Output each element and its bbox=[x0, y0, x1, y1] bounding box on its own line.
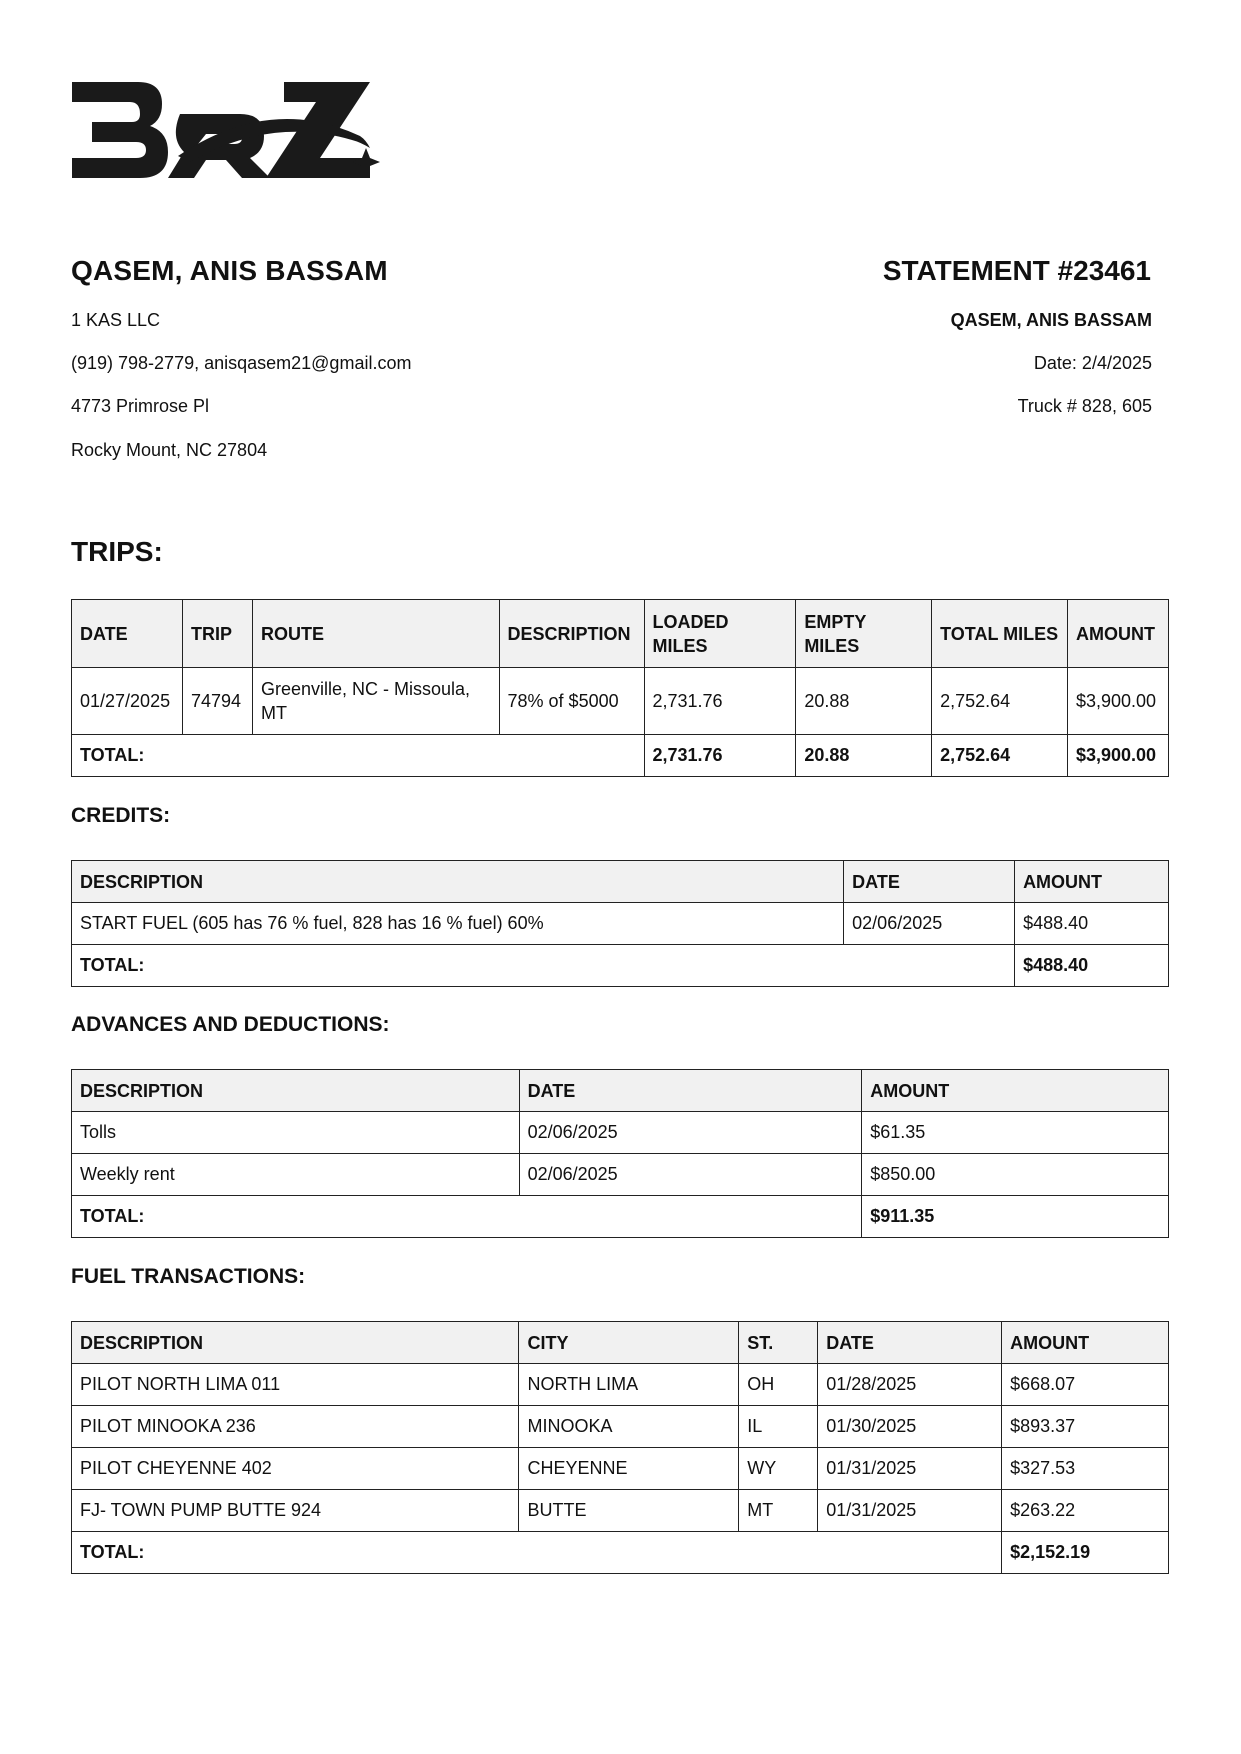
fuel-city: BUTTE bbox=[519, 1490, 739, 1532]
column-header: DESCRIPTION bbox=[499, 600, 644, 668]
fuel-amount: $893.37 bbox=[1002, 1406, 1169, 1448]
fuel-date: 01/28/2025 bbox=[818, 1364, 1002, 1406]
fuel-amount: $263.22 bbox=[1002, 1490, 1169, 1532]
column-header: AMOUNT bbox=[1015, 861, 1169, 903]
deduction-amount: $850.00 bbox=[862, 1154, 1169, 1196]
column-header: DATE bbox=[818, 1322, 1002, 1364]
deduction-date: 02/06/2025 bbox=[519, 1112, 862, 1154]
table-row bbox=[72, 1448, 1169, 1490]
column-header: ST. bbox=[739, 1322, 818, 1364]
fuel-description: PILOT NORTH LIMA 011 bbox=[72, 1364, 519, 1406]
total-row bbox=[72, 735, 1169, 777]
trip-route: Greenville, NC - Missoula, MT bbox=[252, 668, 499, 735]
credit-description: START FUEL (605 has 76 % fuel, 828 has 16 % fuel) 60% bbox=[72, 903, 844, 945]
address-line-2: Rocky Mount, NC 27804 bbox=[71, 440, 268, 460]
total-amount: $488.40 bbox=[1015, 945, 1169, 987]
trips-title: TRIPS: bbox=[71, 536, 163, 567]
advances-title: ADVANCES AND DEDUCTIONS: bbox=[71, 1013, 390, 1036]
total-empty-miles: 20.88 bbox=[796, 735, 932, 777]
total-label: TOTAL: bbox=[72, 1196, 862, 1238]
total-amount: $3,900.00 bbox=[1067, 735, 1168, 777]
total-label: TOTAL: bbox=[72, 1532, 1002, 1574]
table-header-row bbox=[72, 1070, 1169, 1112]
total-row bbox=[72, 1196, 1169, 1238]
table-row bbox=[72, 903, 1169, 945]
column-header: LOADED MILES bbox=[644, 600, 796, 668]
column-header: DATE bbox=[519, 1070, 862, 1112]
column-header: AMOUNT bbox=[1002, 1322, 1169, 1364]
total-row bbox=[72, 945, 1169, 987]
fuel-description: FJ- TOWN PUMP BUTTE 924 bbox=[72, 1490, 519, 1532]
column-header: DESCRIPTION bbox=[72, 1322, 519, 1364]
address-line-1: 4773 Primrose Pl bbox=[71, 396, 210, 416]
column-header: ROUTE bbox=[252, 600, 499, 668]
table-row bbox=[72, 1490, 1169, 1532]
total-miles: 2,752.64 bbox=[932, 735, 1068, 777]
column-header: DATE bbox=[844, 861, 1015, 903]
fuel-date: 01/30/2025 bbox=[818, 1406, 1002, 1448]
trip-amount: $3,900.00 bbox=[1067, 668, 1168, 735]
trip-total-miles: 2,752.64 bbox=[932, 668, 1068, 735]
driver-contact: (919) 798-2779, anisqasem21@gmail.com bbox=[71, 353, 412, 373]
statement-name: QASEM, ANIS BASSAM bbox=[950, 310, 1152, 330]
trip-number: 74794 bbox=[182, 668, 252, 735]
table-row bbox=[72, 1112, 1169, 1154]
table-row bbox=[72, 668, 1169, 735]
table-header-row bbox=[72, 1322, 1169, 1364]
trips-table bbox=[71, 599, 1169, 777]
fuel-city: MINOOKA bbox=[519, 1406, 739, 1448]
column-header: DESCRIPTION bbox=[72, 1070, 520, 1112]
fuel-amount: $327.53 bbox=[1002, 1448, 1169, 1490]
column-header: DESCRIPTION bbox=[72, 861, 844, 903]
advances-table bbox=[71, 1069, 1169, 1238]
fuel-state: MT bbox=[739, 1490, 818, 1532]
fuel-state: OH bbox=[739, 1364, 818, 1406]
trip-description: 78% of $5000 bbox=[499, 668, 644, 735]
trip-date: 01/27/2025 bbox=[72, 668, 183, 735]
column-header: EMPTY MILES bbox=[796, 600, 932, 668]
fuel-table bbox=[71, 1321, 1169, 1574]
trip-loaded-miles: 2,731.76 bbox=[644, 668, 796, 735]
company-name: 1 KAS LLC bbox=[71, 310, 161, 330]
column-header: TRIP bbox=[182, 600, 252, 668]
statement-date: Date: 2/4/2025 bbox=[1033, 353, 1152, 373]
fuel-city: CHEYENNE bbox=[519, 1448, 739, 1490]
total-label: TOTAL: bbox=[72, 945, 1015, 987]
total-row bbox=[72, 1532, 1169, 1574]
table-header-row bbox=[72, 861, 1169, 903]
column-header: CITY bbox=[519, 1322, 739, 1364]
table-row bbox=[72, 1406, 1169, 1448]
fuel-description: PILOT MINOOKA 236 bbox=[72, 1406, 519, 1448]
credits-table bbox=[71, 860, 1169, 987]
fuel-amount: $668.07 bbox=[1002, 1364, 1169, 1406]
column-header: DATE bbox=[72, 600, 183, 668]
table-row bbox=[72, 1364, 1169, 1406]
fuel-date: 01/31/2025 bbox=[818, 1490, 1002, 1532]
total-amount: $911.35 bbox=[862, 1196, 1169, 1238]
statement-truck: Truck # 828, 605 bbox=[1017, 396, 1152, 416]
trip-empty-miles: 20.88 bbox=[796, 668, 932, 735]
credit-date: 02/06/2025 bbox=[844, 903, 1015, 945]
fuel-title: FUEL TRANSACTIONS: bbox=[71, 1265, 306, 1288]
brz-logo bbox=[70, 78, 390, 193]
driver-name: QASEM, ANIS BASSAM bbox=[71, 255, 388, 286]
credit-amount: $488.40 bbox=[1015, 903, 1169, 945]
total-amount: $2,152.19 bbox=[1002, 1532, 1169, 1574]
total-label: TOTAL: bbox=[72, 735, 645, 777]
fuel-description: PILOT CHEYENNE 402 bbox=[72, 1448, 519, 1490]
table-header-row bbox=[72, 600, 1169, 668]
deduction-description: Tolls bbox=[72, 1112, 520, 1154]
credits-title: CREDITS: bbox=[71, 804, 171, 827]
fuel-date: 01/31/2025 bbox=[818, 1448, 1002, 1490]
deduction-date: 02/06/2025 bbox=[519, 1154, 862, 1196]
deduction-amount: $61.35 bbox=[862, 1112, 1169, 1154]
fuel-state: WY bbox=[739, 1448, 818, 1490]
fuel-state: IL bbox=[739, 1406, 818, 1448]
column-header: TOTAL MILES bbox=[932, 600, 1068, 668]
fuel-city: NORTH LIMA bbox=[519, 1364, 739, 1406]
column-header: AMOUNT bbox=[1067, 600, 1168, 668]
table-row bbox=[72, 1154, 1169, 1196]
statement-title: STATEMENT #23461 bbox=[882, 255, 1151, 286]
deduction-description: Weekly rent bbox=[72, 1154, 520, 1196]
column-header: AMOUNT bbox=[862, 1070, 1169, 1112]
total-loaded-miles: 2,731.76 bbox=[644, 735, 796, 777]
